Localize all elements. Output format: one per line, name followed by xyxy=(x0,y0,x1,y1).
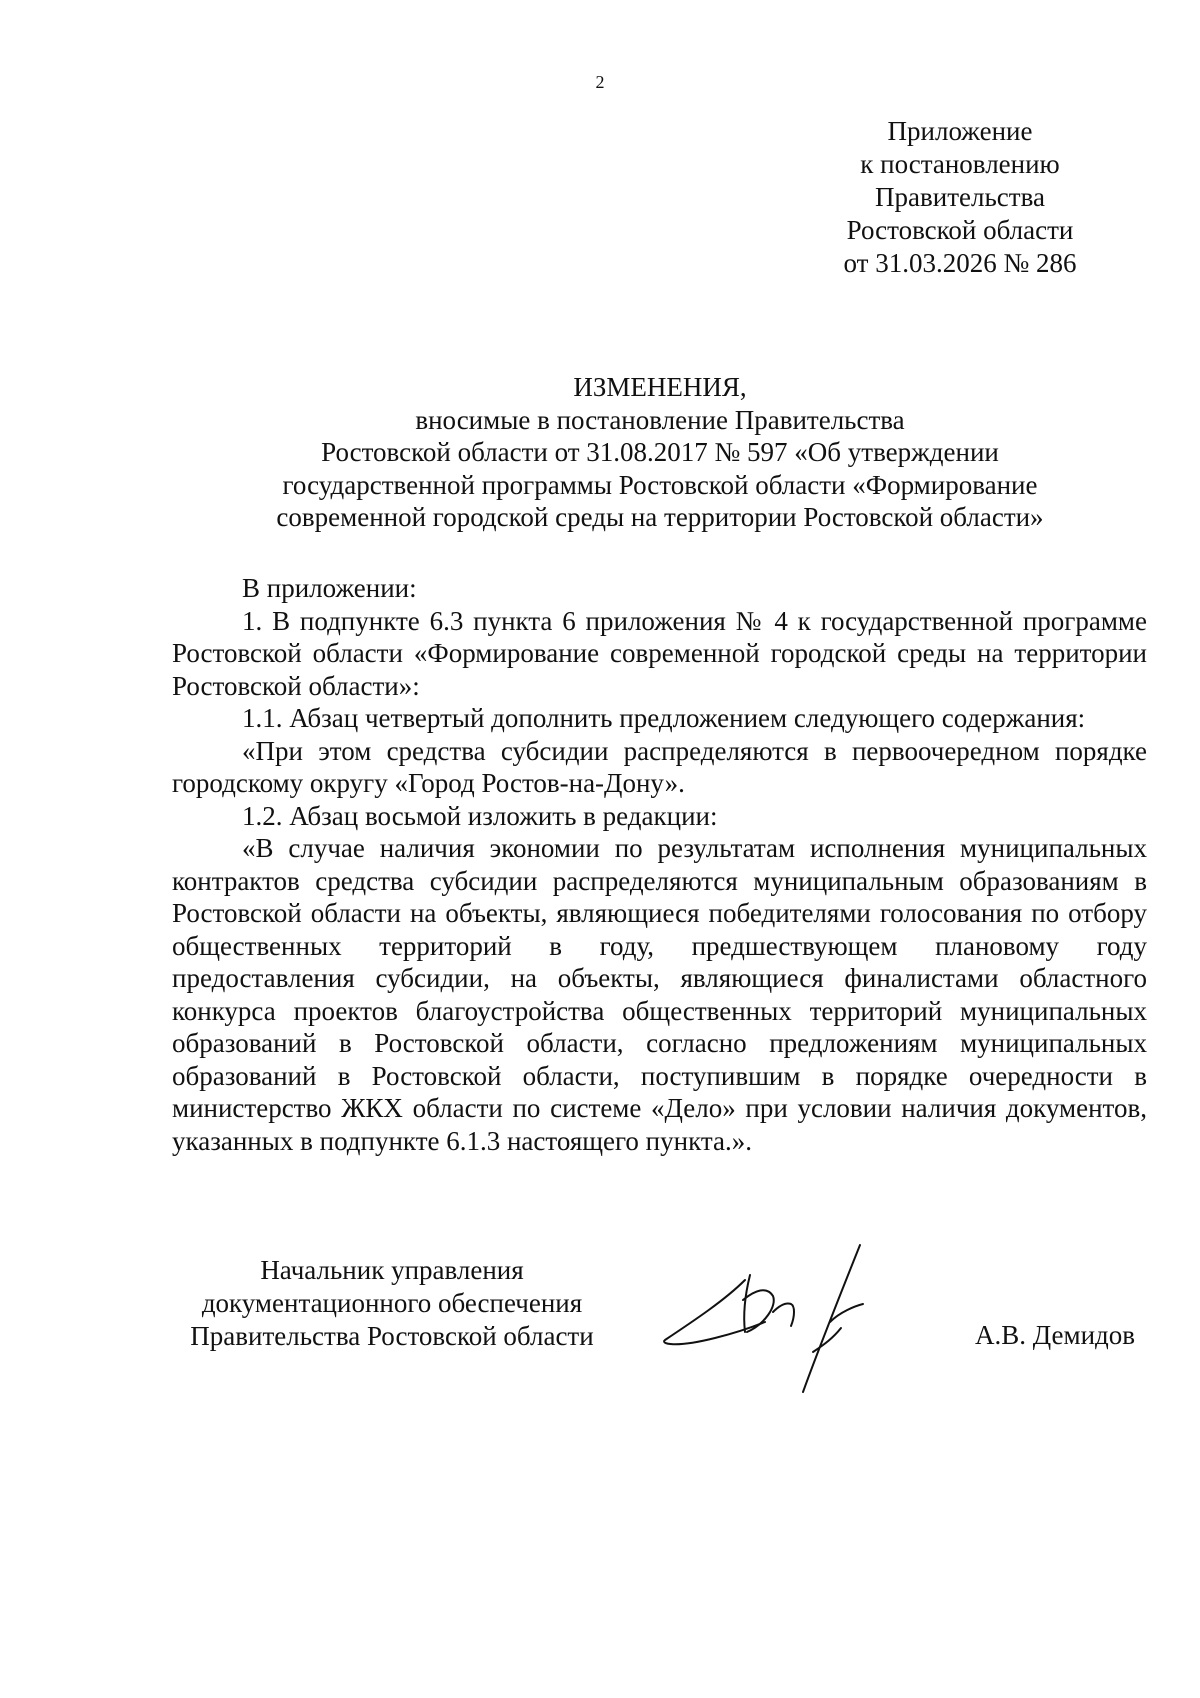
appendix-line: Ростовской области xyxy=(846,215,1074,245)
position-line: Правительства Ростовской области xyxy=(190,1321,594,1351)
title-line: вносимые в постановление Правительства xyxy=(415,404,905,435)
body-intro: В приложении: xyxy=(242,573,417,603)
appendix-line: от 31.03.2026 № 286 xyxy=(843,248,1077,278)
appendix-line: к постановлению xyxy=(860,149,1060,179)
appendix-line: Приложение xyxy=(887,116,1033,146)
signatory-position xyxy=(172,1254,612,1353)
body-quote-1-2: «В случае наличия экономии по результатам исполнения муниципальных контрактов средства субсидии распределяются муниципальным образованиям в Ростовской области на объекты, являющиеся победителями голосования по отбору общественных территорий в году, предшествующем плановому году предоставления субсидии, на объекты, являющиеся финалистами областного конкурса проектов благоустройства общественных территорий муниципальных образований в Ростовской области, согласно предложениям муниципальных образований в Ростовской области, поступившим в порядке очередности в министерство ЖКХ области по системе «Дело» при условии наличия документов, указанных в подпункте 6.1.3 настоящего пункта.». xyxy=(172,833,1147,1156)
title-line: современной городской среды на территории Ростовской области» xyxy=(276,502,1044,532)
position-line: Начальник управления xyxy=(260,1255,524,1285)
appendix-block xyxy=(820,115,1100,280)
page-number: 2 xyxy=(595,72,605,92)
body-paragraph-1: 1. В подпункте 6.3 пункта 6 приложения № 4 к государственной программе Ростовской области «Формирование современной городской среды на территории Ростовской области»: xyxy=(172,605,1147,701)
body-paragraph-1-2: 1.2. Абзац восьмой изложить в редакции: xyxy=(242,800,718,831)
signatory-name: А.В. Демидов xyxy=(975,1320,1136,1350)
body-paragraph-1-1: 1.1. Абзац четвертый дополнить предложением следующего содержания: xyxy=(242,703,1086,733)
position-line: документационного обеспечения xyxy=(201,1288,583,1318)
title-line: государственной программы Ростовской области «Формирование xyxy=(282,469,1038,500)
title-heading: ИЗМЕНЕНИЯ, xyxy=(573,372,747,402)
document-title xyxy=(200,371,1120,534)
body-quote-1-1: «При этом средства субсидии распределяются в первоочередном порядке городскому округу «Город Ростов-на-Дону». xyxy=(172,735,1147,798)
document-body xyxy=(172,572,1147,1157)
handwritten-signature xyxy=(655,1240,925,1420)
title-line: Ростовской области от 31.08.2017 № 597 «Об утверждении xyxy=(321,437,999,467)
appendix-line: Правительства xyxy=(875,182,1045,212)
